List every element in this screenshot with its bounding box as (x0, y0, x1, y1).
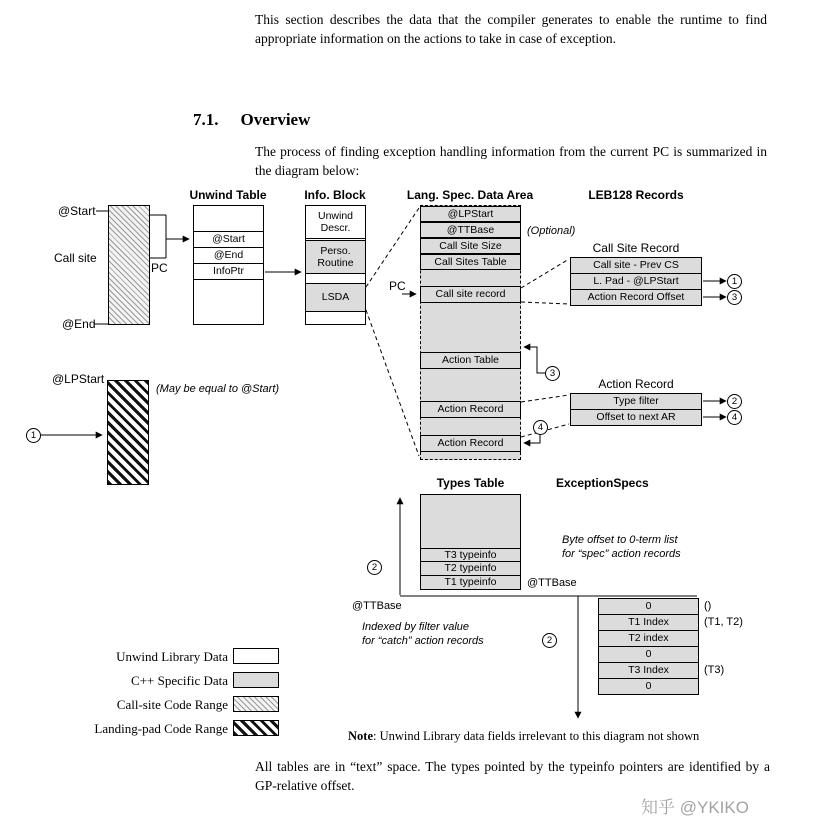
lsda-area-header: Lang. Spec. Data Area (406, 188, 534, 202)
at-end-label: @End (62, 317, 96, 331)
lsda-cell-action-record-2: Action Record (420, 435, 521, 452)
unwind-cell-infoptr: InfoPtr (193, 263, 264, 280)
section-title: Overview (240, 110, 311, 129)
lsda-cell-call-sites-table: Call Sites Table (420, 254, 521, 270)
lead-paragraph: The process of finding exception handling information from the current PC is summarized in the diagram below: (255, 144, 767, 179)
call-site-label: Call site (54, 251, 97, 265)
landing-pad-code-range-box (107, 380, 149, 485)
info-cell-perso-routine: Perso. Routine (305, 240, 366, 274)
types-cell-t2: T2 typeinfo (420, 561, 521, 576)
csr-row-action-offset: Action Record Offset (570, 289, 702, 306)
badge-1-csr: 1 (727, 274, 742, 289)
types-cell-t3: T3 typeinfo (420, 548, 521, 562)
lsda-cell-ttbase: @TTBase (420, 222, 521, 238)
es-row-1: T1 Index (598, 614, 699, 631)
lsda-cell-lpstart: @LPStart (420, 206, 521, 222)
badge-3-csr: 3 (727, 290, 742, 305)
es-row-5: 0 (598, 678, 699, 695)
info-block-header: Info. Block (304, 188, 366, 202)
types-note-line1: Indexed by filter value (362, 621, 470, 633)
es-row-2: T2 index (598, 630, 699, 647)
types-note-line2: for “catch” action records (362, 635, 484, 648)
lsda-cell-action-table: Action Table (420, 352, 521, 369)
legend-label-call-site: Call-site Code Range (116, 697, 228, 712)
es-row-4: T3 Index (598, 662, 699, 679)
badge-4-action-record: 4 (533, 420, 548, 435)
es-note-line2: for “spec” action records (562, 548, 681, 561)
badge-2-ar: 2 (727, 394, 742, 409)
badge-2-exception-specs: 2 (542, 633, 557, 648)
pc-label-lsda: PC (389, 279, 406, 293)
csr-row-prev-cs: Call site - Prev CS (570, 257, 702, 274)
badge-3-action-table: 3 (545, 366, 560, 381)
lpstart-label: @LPStart (52, 372, 105, 386)
legend-label-unwind: Unwind Library Data (116, 649, 228, 664)
badge-1-landing-pad: 1 (26, 428, 41, 443)
exception-specs-note (562, 533, 681, 562)
pc-label: PC (151, 261, 168, 275)
info-cell-lsda: LSDA (305, 283, 366, 312)
at-start-label: @Start (58, 204, 96, 218)
legend-swatch-landing-pad (233, 720, 279, 736)
diagram-note (348, 729, 699, 744)
legend-swatch-cpp (233, 672, 279, 688)
legend-label-landing-pad: Landing-pad Code Range (94, 721, 228, 736)
es-annotation-t1t2: (T1, T2) (704, 616, 743, 628)
section-heading (193, 110, 310, 130)
footer-paragraph: All tables are in “text” space. The types pointed by the typeinfo pointers are identified by a GP-relative offset. (255, 759, 770, 794)
watermark: 知乎 @YKIKO (641, 798, 749, 817)
note-label: Note (348, 729, 373, 743)
call-site-code-range-box (108, 205, 150, 325)
es-row-3: 0 (598, 646, 699, 663)
csr-row-lpad: L. Pad - @LPStart (570, 273, 702, 290)
section-number: 7.1. (193, 110, 219, 129)
es-annotation-empty: () (704, 600, 712, 612)
info-cell-unwind-descr: Unwind Descr. (305, 205, 366, 239)
legend-swatch-call-site (233, 696, 279, 712)
intro-paragraph: This section describes the data that the compiler generates to enable the runtime to find appropriate information on the actions to take in case of exception. (255, 12, 767, 47)
legend-label-cpp: C++ Specific Data (131, 673, 228, 688)
badge-4-ar: 4 (727, 410, 742, 425)
es-annotation-t3: (T3) (704, 664, 725, 676)
lpstart-note: (May be equal to @Start) (156, 383, 280, 395)
ttbase-label-left: @TTBase (352, 600, 402, 612)
ar-row-offset-next: Offset to next AR (570, 409, 702, 426)
types-table-note (362, 620, 484, 649)
note-text: : Unwind Library data fields irrelevant to this diagram not shown (373, 729, 700, 743)
es-note-line1: Byte offset to 0-term list (562, 534, 678, 546)
ar-row-type-filter: Type filter (570, 393, 702, 410)
unwind-table-header: Unwind Table (189, 188, 267, 202)
types-table-title: Types Table (436, 476, 505, 490)
exception-specs-title: ExceptionSpecs (556, 476, 649, 490)
lsda-cell-action-record-1: Action Record (420, 401, 521, 418)
leb128-header: LEB128 Records (588, 188, 684, 202)
badge-2-types-table: 2 (367, 560, 382, 575)
lsda-cell-call-site-record: Call site record (420, 286, 521, 303)
call-site-record-title: Call Site Record (592, 241, 680, 255)
unwind-cell-end: @End (193, 247, 264, 264)
legend-swatch-unwind (233, 648, 279, 664)
es-row-0: 0 (598, 598, 699, 615)
unwind-cell-start: @Start (193, 231, 264, 248)
ttbase-label-right: @TTBase (527, 577, 577, 589)
types-cell-t1: T1 typeinfo (420, 575, 521, 590)
action-record-title: Action Record (598, 377, 674, 391)
optional-note: (Optional) (527, 225, 576, 237)
lsda-cell-call-site-size: Call Site Size (420, 238, 521, 254)
